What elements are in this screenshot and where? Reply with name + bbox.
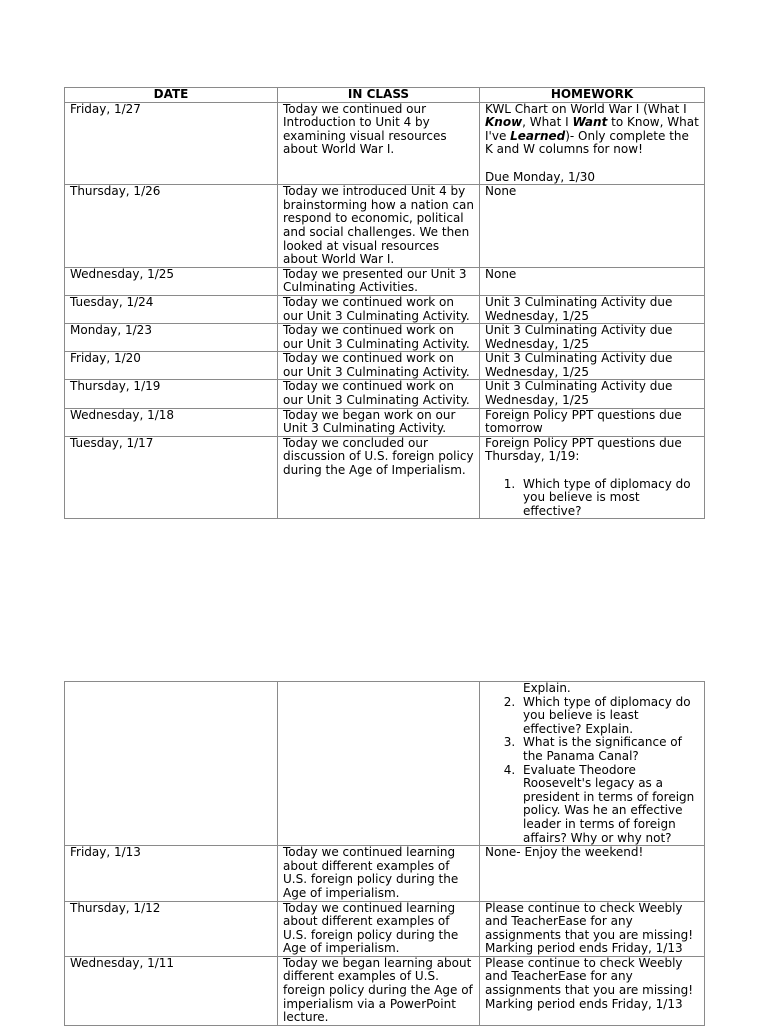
homework-cell	[480, 682, 705, 846]
learned-term: Learned	[510, 128, 566, 143]
table-row	[65, 267, 705, 295]
homework-header: HOMEWORK	[480, 88, 705, 103]
date-cell: Wednesday, 1/18	[65, 408, 278, 436]
header-row	[65, 88, 705, 103]
date-cell	[65, 682, 278, 846]
date-cell: Thursday, 1/26	[65, 185, 278, 268]
date-cell: Thursday, 1/12	[65, 901, 278, 956]
in-class-cell: Today we continued work on our Unit 3 Culminating Activity.	[278, 380, 480, 408]
homework-text: )- Only complete the K and W columns for now!	[485, 128, 689, 157]
homework-cell: Unit 3 Culminating Activity due Wednesday, 1/25	[480, 324, 705, 352]
schedule-table-continued	[64, 681, 705, 1026]
table-row	[65, 956, 705, 1025]
homework-text: KWL Chart on World War I (What I	[485, 102, 687, 116]
homework-cell: None- Enjoy the weekend!	[480, 846, 705, 901]
date-cell: Friday, 1/27	[65, 102, 278, 185]
homework-cell	[480, 436, 705, 519]
know-term: Know	[485, 115, 523, 130]
in-class-cell: Today we continued work on our Unit 3 Culminating Activity.	[278, 295, 480, 323]
table-row	[65, 436, 705, 519]
homework-cell: Unit 3 Culminating Activity due Wednesday, 1/25	[480, 295, 705, 323]
in-class-cell: Today we continued learning about different examples of U.S. foreign policy during the Age of imperialism.	[278, 901, 480, 956]
homework-cell	[480, 102, 705, 185]
question-list	[485, 696, 700, 846]
in-class-cell: Today we began work on our Unit 3 Culminating Activity.	[278, 408, 480, 436]
in-class-cell: Today we continued learning about different examples of U.S. foreign policy during the Age of imperialism.	[278, 846, 480, 901]
table-row	[65, 324, 705, 352]
in-class-cell: Today we continued our Introduction to Unit 4 by examining visual resources about World War I.	[278, 102, 480, 185]
in-class-cell: Today we began learning about different examples of U.S. foreign policy during the Age of imperialism via a PowerPoint lecture.	[278, 956, 480, 1025]
date-cell: Monday, 1/23	[65, 324, 278, 352]
want-term: Want	[572, 115, 608, 130]
homework-cell: Unit 3 Culminating Activity due Wednesday, 1/25	[480, 380, 705, 408]
in-class-cell: Today we presented our Unit 3 Culminating Activities.	[278, 267, 480, 295]
homework-intro: Foreign Policy PPT questions due Thursday, 1/19:	[485, 436, 682, 464]
question-item: 2. Which type of diplomacy do you believe is least effective? Explain.	[519, 696, 700, 737]
in-class-cell: Today we continued work on our Unit 3 Culminating Activity.	[278, 352, 480, 380]
in-class-header: IN CLASS	[278, 88, 480, 103]
date-cell: Tuesday, 1/17	[65, 436, 278, 519]
in-class-cell: Today we concluded our discussion of U.S. foreign policy during the Age of Imperialism.	[278, 436, 480, 519]
table-row	[65, 846, 705, 901]
table-row	[65, 185, 705, 268]
date-cell: Wednesday, 1/25	[65, 267, 278, 295]
homework-cell: None	[480, 267, 705, 295]
homework-text: , What I	[522, 115, 573, 130]
table-row	[65, 102, 705, 185]
question-item: 4. Evaluate Theodore Roosevelt's legacy as a president in terms of foreign policy. Was he an effective leader in terms of foreign affairs? Why or why not?	[519, 764, 700, 846]
table-row	[65, 352, 705, 380]
in-class-cell: Today we continued work on our Unit 3 Culminating Activity.	[278, 324, 480, 352]
date-header: DATE	[65, 88, 278, 103]
homework-cell: Please continue to check Weebly and TeacherEase for any assignments that you are missing! Marking period ends Friday, 1/13	[480, 956, 705, 1025]
date-cell: Thursday, 1/19	[65, 380, 278, 408]
question-continuation: Explain.	[523, 681, 571, 695]
table-row	[65, 901, 705, 956]
homework-cell: None	[480, 185, 705, 268]
homework-cell: Foreign Policy PPT questions due tomorrow	[480, 408, 705, 436]
homework-cell: Please continue to check Weebly and TeacherEase for any assignments that you are missing! Marking period ends Friday, 1/13	[480, 901, 705, 956]
table-row	[65, 295, 705, 323]
homework-text: to Know, What I've	[485, 115, 699, 143]
schedule-table	[64, 87, 705, 519]
question-item: 1. Which type of diplomacy do you believe is most effective?	[519, 478, 700, 519]
due-date: Due Monday, 1/30	[485, 169, 595, 184]
in-class-cell: Today we introduced Unit 4 by brainstorming how a nation can respond to economic, political and social challenges. We then looked at visual resources about World War I.	[278, 185, 480, 268]
date-cell: Friday, 1/20	[65, 352, 278, 380]
question-item: 3. What is the significance of the Panama Canal?	[519, 736, 700, 763]
table-row	[65, 408, 705, 436]
table-row	[65, 682, 705, 846]
date-cell: Tuesday, 1/24	[65, 295, 278, 323]
homework-cell: Unit 3 Culminating Activity due Wednesday, 1/25	[480, 352, 705, 380]
question-list	[485, 478, 700, 519]
table-row	[65, 380, 705, 408]
in-class-cell	[278, 682, 480, 846]
date-cell: Friday, 1/13	[65, 846, 278, 901]
date-cell: Wednesday, 1/11	[65, 956, 278, 1025]
